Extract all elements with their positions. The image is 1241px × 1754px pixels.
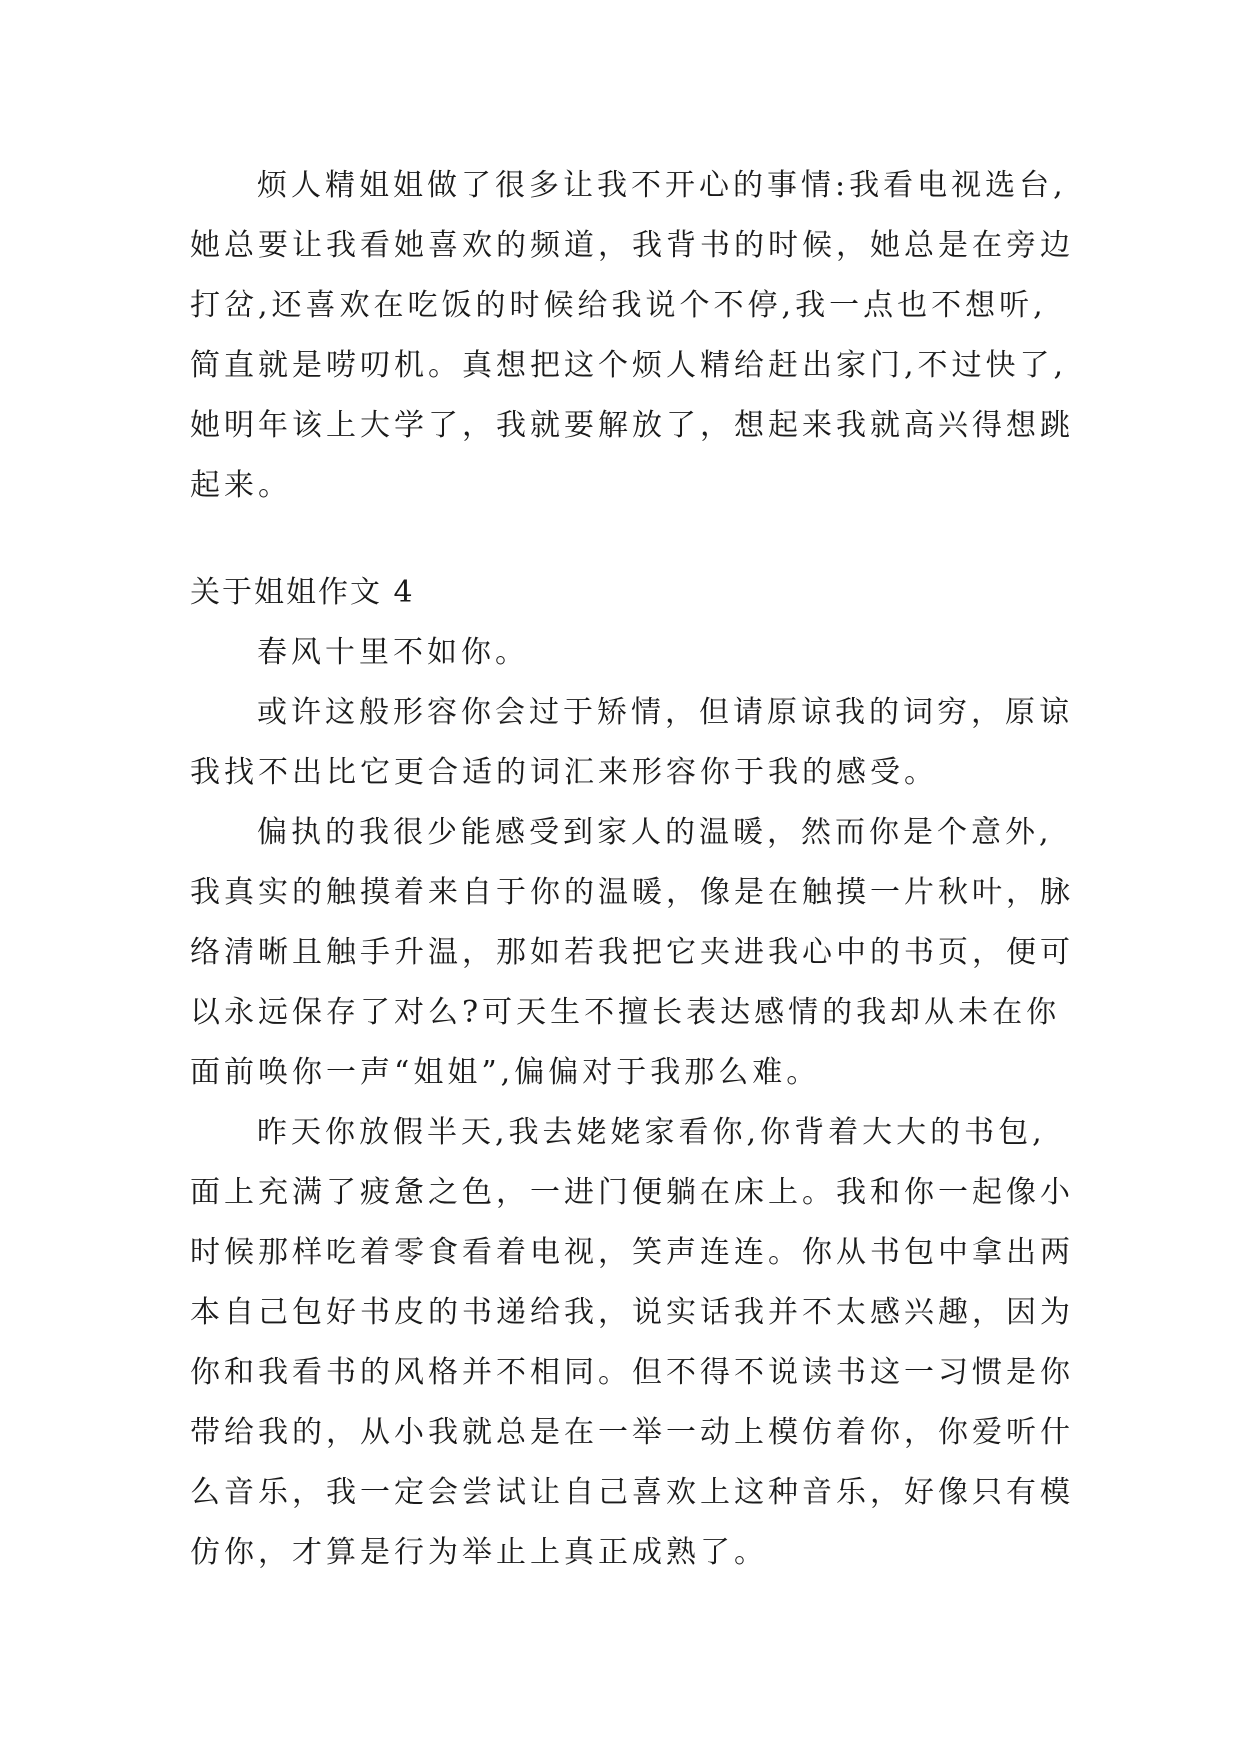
paragraph-line: 本自己包好书皮的书递给我，说实话我并不太感兴趣，因为 [190,1295,1074,1330]
paragraph-line: 昨天你放假半天,我去姥姥家看你,你背着大大的书包, [257,1115,1046,1150]
paragraph-line: 你和我看书的风格并不相同。但不得不说读书这一习惯是你 [190,1355,1074,1390]
paragraph-line: 春风十里不如你。 [257,635,529,670]
paragraph-line: 面前唤你一声“姐姐”,偏偏对于我那么难。 [190,1055,821,1090]
paragraph-line: 偏执的我很少能感受到家人的温暖，然而你是个意外, [257,815,1053,850]
paragraph-line: 烦人精姐姐做了很多让我不开心的事情:我看电视选台, [257,168,1067,203]
paragraph-line: 带给我的，从小我就总是在一举一动上模仿着你，你爱听什 [190,1415,1074,1450]
paragraph-line: 络清晰且触手升温，那如若我把它夹进我心中的书页，便可 [190,935,1074,970]
section-heading: 关于姐姐作文 4 [190,575,415,610]
paragraph-line: 我真实的触摸着来自于你的温暖，像是在触摸一片秋叶，脉 [190,875,1074,910]
paragraph-line: 我找不出比它更合适的词汇来形容你于我的感受。 [190,755,938,790]
paragraph-line: 仿你，才算是行为举止上真正成熟了。 [190,1535,768,1570]
paragraph-line: 么音乐，我一定会尝试让自己喜欢上这种音乐，好像只有模 [190,1475,1074,1510]
paragraph-line: 或许这般形容你会过于矫情，但请原谅我的词穷，原谅 [257,695,1073,730]
paragraph-line: 以永远保存了对么?可天生不擅长表达感情的我却从未在你 [190,995,1061,1030]
paragraph-line: 简直就是唠叨机。真想把这个烦人精给赶出家门,不过快了, [190,348,1068,383]
paragraph-line: 她明年该上大学了，我就要解放了，想起来我就高兴得想跳 [190,408,1074,443]
paragraph-line: 打岔,还喜欢在吃饭的时候给我说个不停,我一点也不想听, [190,288,1047,323]
paragraph-line: 面上充满了疲惫之色，一进门便躺在床上。我和你一起像小 [190,1175,1074,1210]
paragraph-line: 时候那样吃着零食看着电视，笑声连连。你从书包中拿出两 [190,1235,1074,1270]
paragraph-line: 她总要让我看她喜欢的频道，我背书的时候，她总是在旁边 [190,228,1074,263]
paragraph-line: 起来。 [190,468,292,503]
